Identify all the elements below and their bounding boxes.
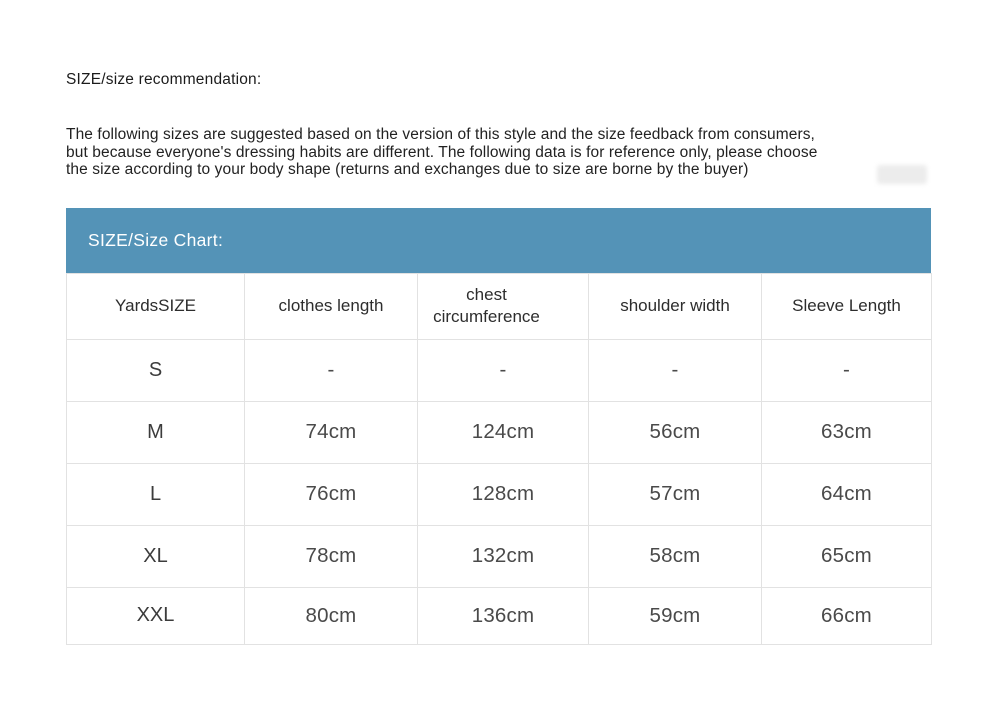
size-label: S [67, 339, 245, 401]
watermark-remnant [877, 165, 927, 184]
size-chart-title: SIZE/Size Chart: [88, 229, 224, 250]
section-heading: SIZE/size recommendation: [66, 71, 262, 88]
value-cell: 59cm [589, 587, 762, 644]
value-cell: 66cm [762, 587, 932, 644]
size-disclaimer [66, 126, 932, 179]
table-header-row [67, 273, 932, 339]
table-row-m [67, 401, 932, 463]
table-row-xxl [67, 587, 932, 644]
table-row-xl [67, 525, 932, 587]
value-cell: - [762, 339, 932, 401]
value-cell: 74cm [245, 401, 418, 463]
size-label: M [67, 401, 245, 463]
value-cell: - [418, 339, 589, 401]
value-cell: 78cm [245, 525, 418, 587]
size-label: XL [67, 525, 245, 587]
size-chart-table [66, 273, 932, 645]
value-cell: 124cm [418, 401, 589, 463]
disclaimer-line: but because everyone's dressing habits are different. The following data is for reference only, please choose [66, 143, 818, 161]
disclaimer-line: the size according to your body shape (returns and exchanges due to size are borne by the buyer) [66, 161, 749, 178]
value-cell: - [589, 339, 762, 401]
value-cell: 57cm [589, 463, 762, 525]
value-cell: 64cm [762, 463, 932, 525]
column-header-shoulder-width: shoulder width [589, 273, 762, 339]
value-cell: - [245, 339, 418, 401]
column-header-clothes-length: clothes length [245, 273, 418, 339]
size-label: XXL [67, 587, 245, 644]
value-cell: 136cm [418, 587, 589, 644]
column-header-sleeve-length: Sleeve Length [762, 273, 932, 339]
value-cell: 65cm [762, 525, 932, 587]
size-label: L [67, 463, 245, 525]
content-column [66, 70, 932, 645]
value-cell: 132cm [418, 525, 589, 587]
value-cell: 63cm [762, 401, 932, 463]
value-cell: 76cm [245, 463, 418, 525]
column-header-chest-circumference: chest circumference [418, 273, 589, 339]
column-header-size: YardsSIZE [67, 273, 245, 339]
value-cell: 58cm [589, 525, 762, 587]
table-row-s [67, 339, 932, 401]
value-cell: 80cm [245, 587, 418, 644]
disclaimer-line: The following sizes are suggested based on the version of this style and the size feedback from consumers, [66, 126, 815, 143]
value-cell: 128cm [418, 463, 589, 525]
size-chart-title-bar [66, 208, 931, 273]
value-cell: 56cm [589, 401, 762, 463]
table-row-l [67, 463, 932, 525]
